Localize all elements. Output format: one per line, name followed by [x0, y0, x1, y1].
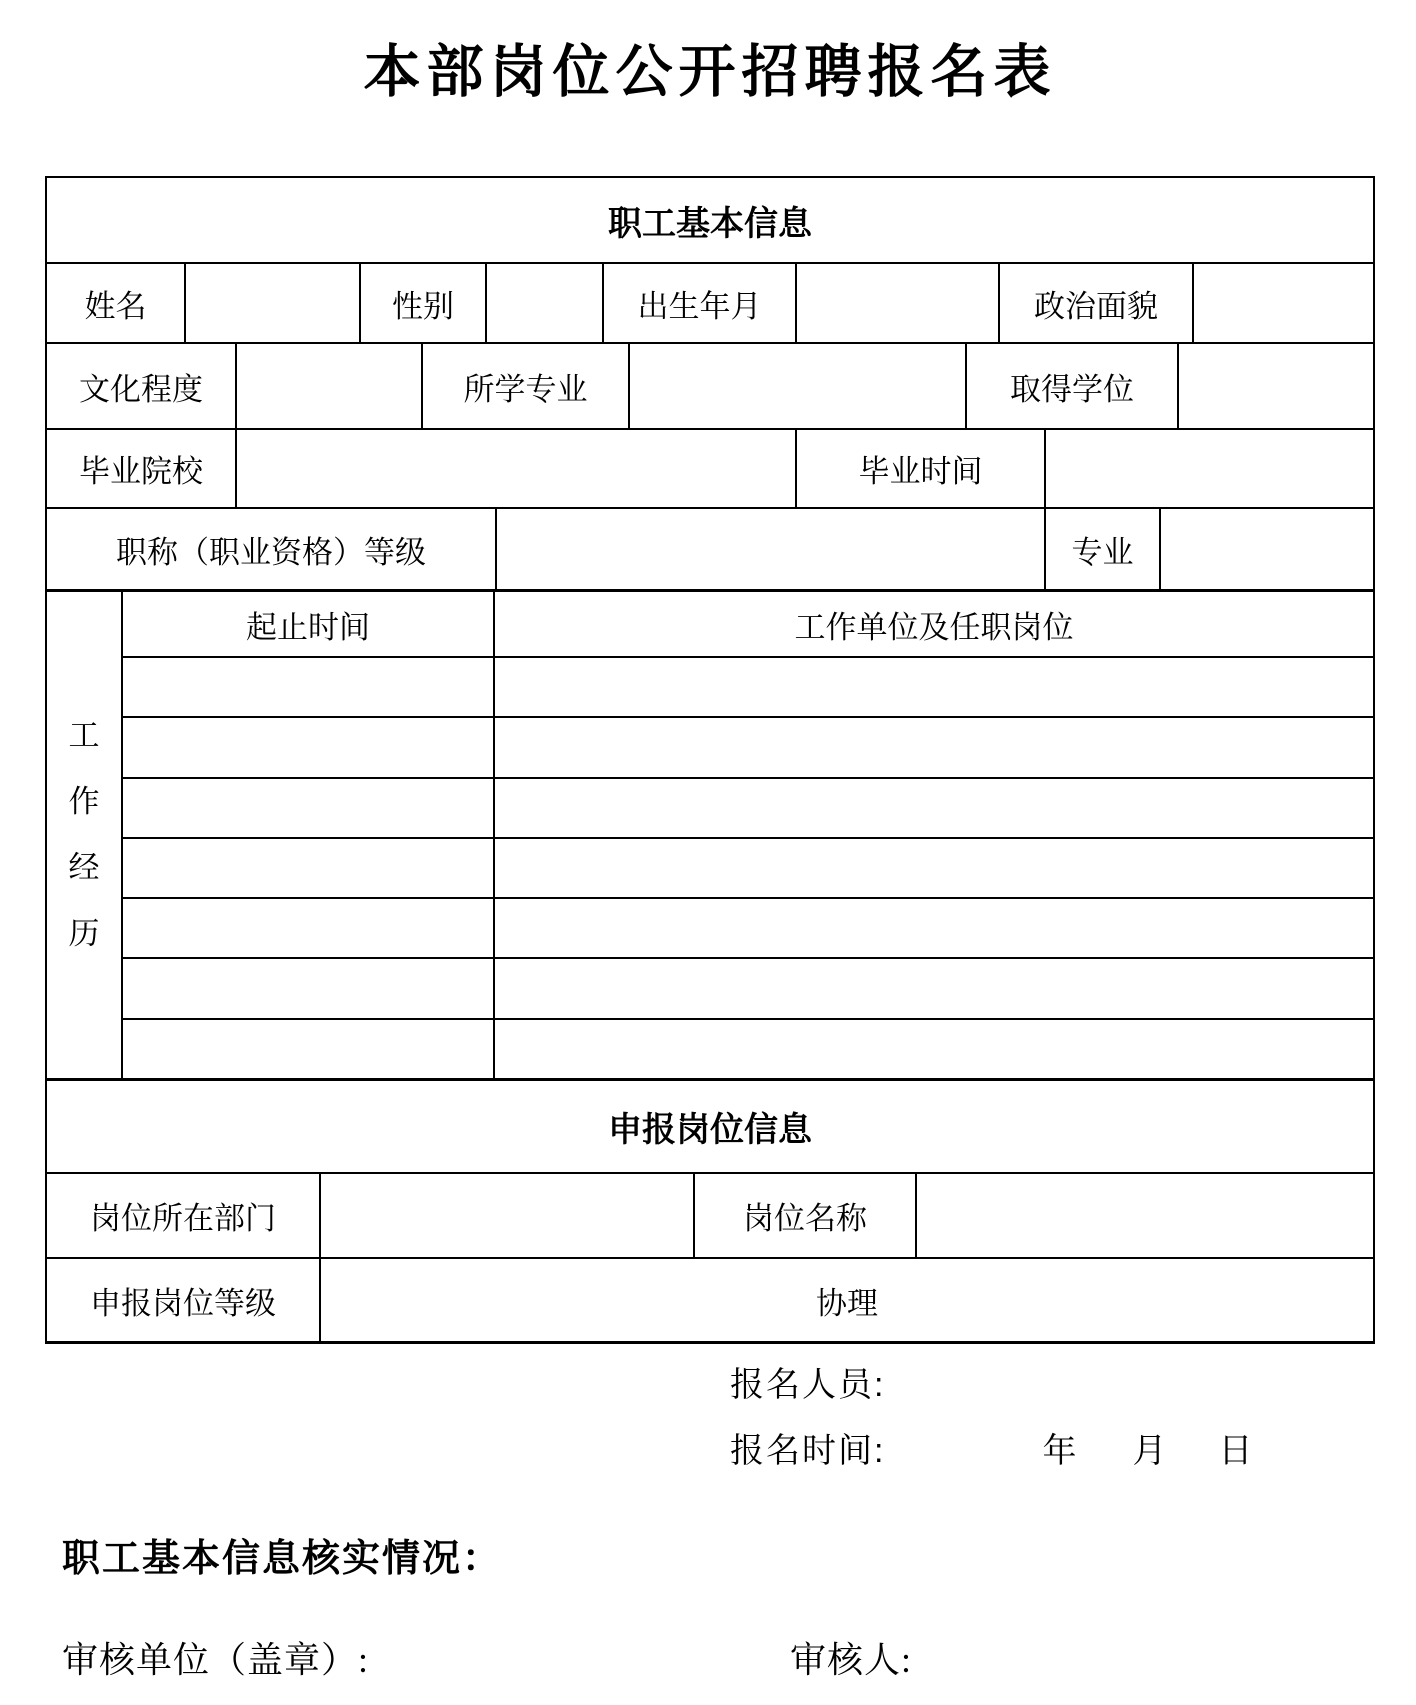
birth-date-value-cell [797, 264, 1000, 342]
major-studied-value-cell [630, 344, 967, 428]
row-school-gradtime [47, 430, 1373, 509]
auditor-label: 审核人: [790, 1640, 913, 1680]
position-grade-value: 协理 [816, 1285, 878, 1321]
work-unit-cell [495, 959, 1373, 1017]
day-label: 日 [1218, 1432, 1255, 1470]
work-period-cell [123, 718, 495, 776]
work-unit-cell [495, 899, 1373, 957]
row-education-major-degree [47, 344, 1373, 430]
form-title: 本部岗位公开招聘报名表 [363, 41, 1057, 104]
work-period-header: 起止时间 [123, 592, 495, 656]
name-value-cell [186, 264, 361, 342]
work-period-cell [123, 839, 495, 897]
work-period-cell [123, 1020, 495, 1078]
position-name-label: 岗位名称 [695, 1174, 917, 1257]
basic-info-section-title: 职工基本信息 [608, 204, 812, 243]
work-experience-row [123, 1020, 1373, 1078]
graduation-school-label: 毕业院校 [47, 430, 237, 507]
work-unit-header: 工作单位及任职岗位 [794, 609, 1074, 645]
graduation-time-label: 毕业时间 [797, 430, 1046, 507]
position-section-title: 申报岗位信息 [608, 1111, 812, 1149]
work-experience-row [123, 899, 1373, 959]
degree-obtained-value-cell [1179, 344, 1373, 428]
apply-time-label: 报名时间: [730, 1432, 886, 1470]
position-department-label: 岗位所在部门 [47, 1174, 321, 1257]
gender-label: 性别 [361, 264, 487, 342]
work-experience-row [123, 658, 1373, 718]
major-studied-label: 所学专业 [423, 344, 630, 428]
graduation-time-value-cell [1046, 430, 1373, 507]
education-level-value-cell [237, 344, 423, 428]
birth-date-label: 出生年月 [604, 264, 797, 342]
work-experience-side-label: 工作经历 [68, 718, 100, 951]
work-experience-row [123, 718, 1373, 778]
verify-heading: 职工基本信息核实情况： [62, 1538, 503, 1580]
title-major-value-cell [1161, 509, 1373, 589]
position-department-value-cell [321, 1174, 695, 1257]
row-professional-title [47, 509, 1373, 592]
apply-time-line [730, 1432, 1254, 1471]
work-period-cell [123, 899, 495, 957]
work-unit-cell [495, 658, 1373, 716]
work-experience-header-row [123, 592, 1373, 658]
work-experience-section [47, 592, 1373, 1081]
gender-value-cell [487, 264, 604, 342]
application-form-table [45, 176, 1375, 1344]
work-unit-cell [495, 839, 1373, 897]
political-status-value-cell [1194, 264, 1373, 342]
work-experience-grid [123, 592, 1373, 1078]
name-label: 姓名 [47, 264, 186, 342]
work-unit-cell [495, 1020, 1373, 1078]
work-period-cell [123, 779, 495, 837]
professional-title-label: 职称（职业资格）等级 [47, 509, 497, 589]
work-period-cell [123, 959, 495, 1017]
basic-info-section-header [47, 178, 1373, 264]
position-section-header [47, 1081, 1373, 1174]
education-level-label: 文化程度 [47, 344, 237, 428]
position-grade-label: 申报岗位等级 [47, 1259, 321, 1341]
work-experience-side-label-cell [47, 592, 123, 1078]
work-period-cell [123, 658, 495, 716]
graduation-school-value-cell [237, 430, 797, 507]
work-experience-row [123, 839, 1373, 899]
title-major-label: 专业 [1046, 509, 1161, 589]
month-label: 月 [1132, 1432, 1169, 1470]
political-status-label: 政治面貌 [1000, 264, 1194, 342]
row-department-position [47, 1174, 1373, 1259]
professional-title-value-cell [497, 509, 1046, 589]
audit-unit-label: 审核单位（盖章）: [62, 1640, 370, 1680]
degree-obtained-label: 取得学位 [967, 344, 1179, 428]
work-experience-row [123, 779, 1373, 839]
work-unit-cell [495, 779, 1373, 837]
row-name-gender-birth-political [47, 264, 1373, 344]
row-position-grade [47, 1259, 1373, 1341]
year-label: 年 [1042, 1432, 1079, 1470]
work-experience-row [123, 959, 1373, 1019]
applicant-label: 报名人员: [730, 1366, 886, 1404]
position-name-value-cell [917, 1174, 1373, 1257]
work-unit-cell [495, 718, 1373, 776]
